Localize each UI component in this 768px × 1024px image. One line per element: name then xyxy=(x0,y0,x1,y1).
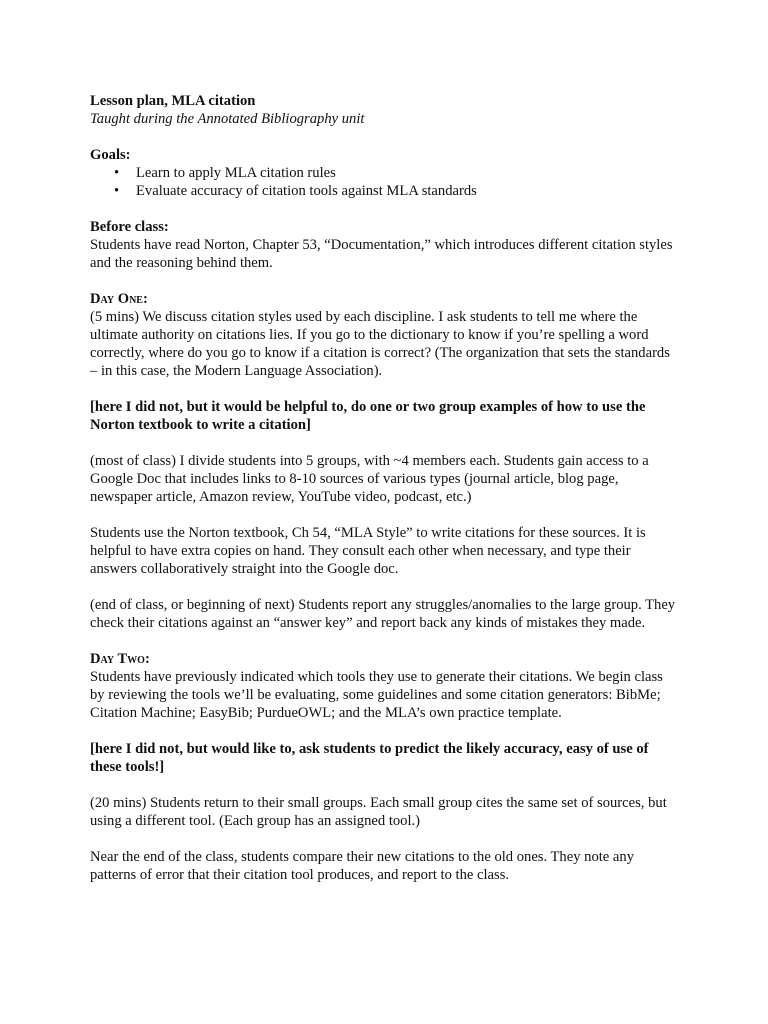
day-two-paragraph: (20 mins) Students return to their small groups. Each small group cites the same set of sources, but using a different tool. (Each group has an assigned tool.) xyxy=(90,795,667,829)
before-class-text: Students have read Norton, Chapter 53, “Documentation,” which introduces different citation styles and the reasoning behind them. xyxy=(90,237,673,271)
list-item xyxy=(90,182,680,200)
goals-list xyxy=(90,164,680,200)
goal-text: Learn to apply MLA citation rules xyxy=(136,165,336,181)
day-two-paragraph: Near the end of the class, students compare their new citations to the old ones. They note any patterns of error that their citation tool produces, and report to the class. xyxy=(90,849,635,883)
day-one-heading: Day One: xyxy=(90,291,148,307)
document-title: Lesson plan, MLA citation xyxy=(90,93,256,109)
day-one-paragraph: (5 mins) We discuss citation styles used by each discipline. I ask students to tell me where the ultimate authority on citations lies. If you go to the dictionary to know if you’re spelling a word correctly, where do you go to know if a citation is correct? (The organization that sets the standards – in this case, the Modern Language Association). xyxy=(90,309,670,379)
day-one-paragraph: (most of class) I divide students into 5 groups, with ~4 members each. Students gain access to a Google Doc that includes links to 8-10 sources of various types (journal article, blog page, newspaper article, Amazon review, YouTube video, podcast, etc.) xyxy=(90,453,649,505)
day-one-paragraph: (end of class, or beginning of next) Students report any struggles/anomalies to the large group. They check their citations against an “answer key” and report back any kinds of mistakes they made. xyxy=(90,597,676,631)
before-class-heading: Before class: xyxy=(90,219,169,235)
bullet-icon: • xyxy=(114,183,120,199)
day-one-paragraph: Students use the Norton textbook, Ch 54, “MLA Style” to write citations for these sources. It is helpful to have extra copies on hand. They consult each other when necessary, and type their answers collaboratively straight into the Google doc. xyxy=(90,525,646,577)
day-one-note: [here I did not, but it would be helpful to, do one or two group examples of how to use the Norton textbook to write a citation] xyxy=(90,399,646,433)
bullet-icon: • xyxy=(114,165,120,181)
goals-heading: Goals: xyxy=(90,147,131,163)
document-page xyxy=(90,92,680,884)
day-two-note: [here I did not, but would like to, ask students to predict the likely accuracy, easy of use of these tools!] xyxy=(90,741,649,775)
goal-text: Evaluate accuracy of citation tools against MLA standards xyxy=(136,183,477,199)
day-two-heading: Day Two: xyxy=(90,651,150,667)
list-item xyxy=(90,164,680,182)
day-two-paragraph: Students have previously indicated which tools they use to generate their citations. We begin class by reviewing the tools we’ll be evaluating, some guidelines and some citation generators: BibMe; Citation Machine; EasyBib; PurdueOWL; and the MLA’s own practice template. xyxy=(90,669,663,721)
document-subtitle: Taught during the Annotated Bibliography unit xyxy=(90,111,365,127)
